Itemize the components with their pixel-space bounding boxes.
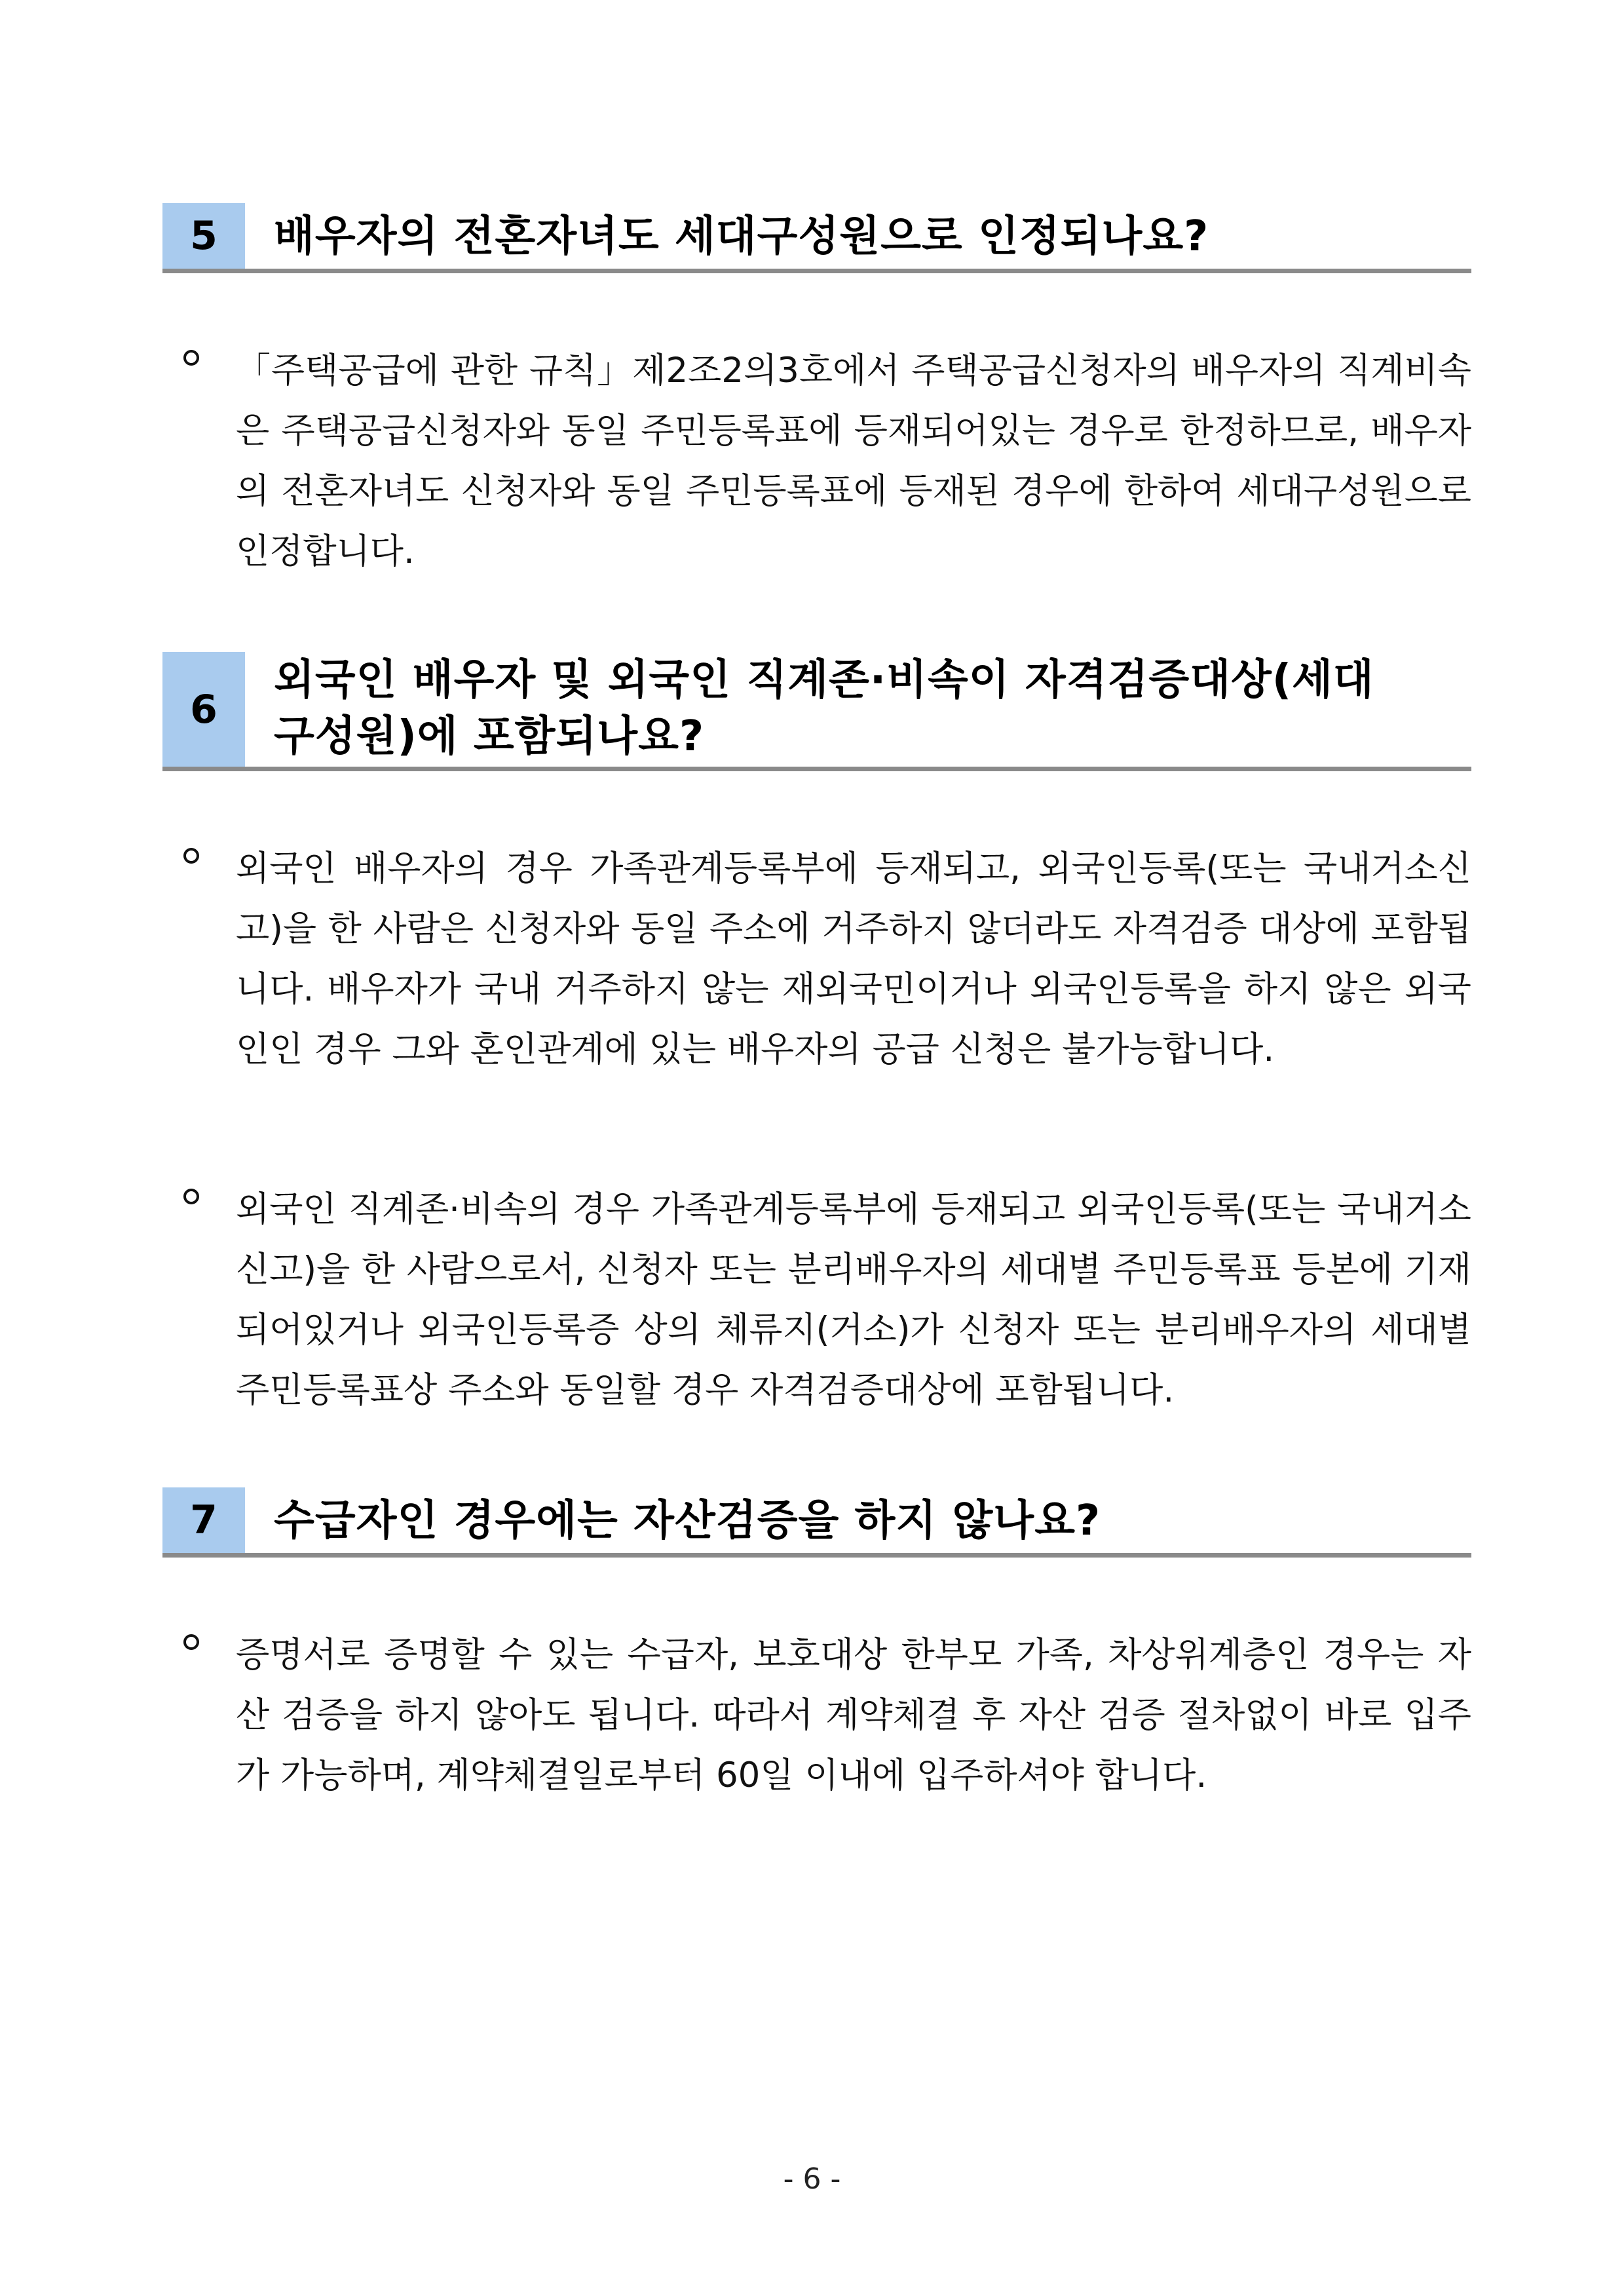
circle-bullet-icon — [183, 848, 199, 864]
paragraph-text: 「주택공급에 관한 규칙」제2조2의3호에서 주택공급신청자의 배우자의 직계비속은 주택공급신청자와 동일 주민등록표에 등재되어있는 경우로 한정하므로, 배우자의 전혼자녀도 신청자와 동일 주민등록표에 등재된 경우에 한하여 세대구성원으로 인정합니다. — [236, 351, 1471, 571]
heading-underline — [162, 269, 1471, 273]
circle-bullet-icon — [183, 1189, 199, 1204]
question-title: 배우자의 전혼자녀도 세대구성원으로 인정되나요? — [274, 212, 1209, 261]
paragraph-text: 외국인 직계존·비속의 경우 가족관계등록부에 등재되고 외국인등록(또는 국내거소신고)을 한 사람으로서, 신청자 또는 분리배우자의 세대별 주민등록표 등본에 기재되어있거나 외국인등록증 상의 체류지(거소)가 신청자 또는 분리배우자의 세대별 주민등록표상 주소와 동일할 경우 자격검증대상에 포함됩니다. — [236, 1189, 1471, 1410]
answer-paragraph — [183, 1179, 1471, 1428]
circle-bullet-icon — [183, 1634, 199, 1650]
circle-bullet-icon — [183, 350, 199, 366]
answer-paragraph — [183, 1625, 1471, 1815]
answer-paragraph — [183, 839, 1471, 1147]
page-number: - 6 - — [783, 2162, 841, 2196]
question-5-heading — [162, 203, 1471, 275]
question-6-heading — [162, 652, 1471, 773]
paragraph-text: 외국인 배우자의 경우 가족관계등록부에 등재되고, 외국인등록(또는 국내거소신고)을 한 사람은 신청자와 동일 주소에 거주하지 않더라도 자격검증 대상에 포함됩니다. 배우자가 국내 거주하지 않는 재외국민이거나 외국인등록을 하지 않은 외국인인 경우 그와 혼인관계에 있는 배우자의 공급 신청은 불가능합니다. — [236, 849, 1471, 1069]
heading-underline — [162, 1553, 1471, 1558]
answer-paragraph — [183, 341, 1471, 590]
question-title: 외국인 배우자 및 외국인 직계존·비속이 자격검증대상(세대구성원)에 포함되나요? — [274, 656, 1374, 761]
heading-underline — [162, 767, 1471, 771]
question-7-heading — [162, 1487, 1471, 1559]
question-number-badge: 5 — [162, 203, 245, 269]
paragraph-text: 증명서로 증명할 수 있는 수급자, 보호대상 한부모 가족, 차상위계층인 경우는 자산 검증을 하지 않아도 됩니다. 따라서 계약체결 후 자산 검증 절차없이 바로 입주가 가능하며, 계약체결일로부터 60일 이내에 입주하셔야 합니다. — [236, 1635, 1471, 1795]
question-number-badge: 7 — [162, 1487, 245, 1553]
question-number-badge: 6 — [162, 652, 245, 767]
question-title: 수급자인 경우에는 자산검증을 하지 않나요? — [274, 1497, 1101, 1545]
